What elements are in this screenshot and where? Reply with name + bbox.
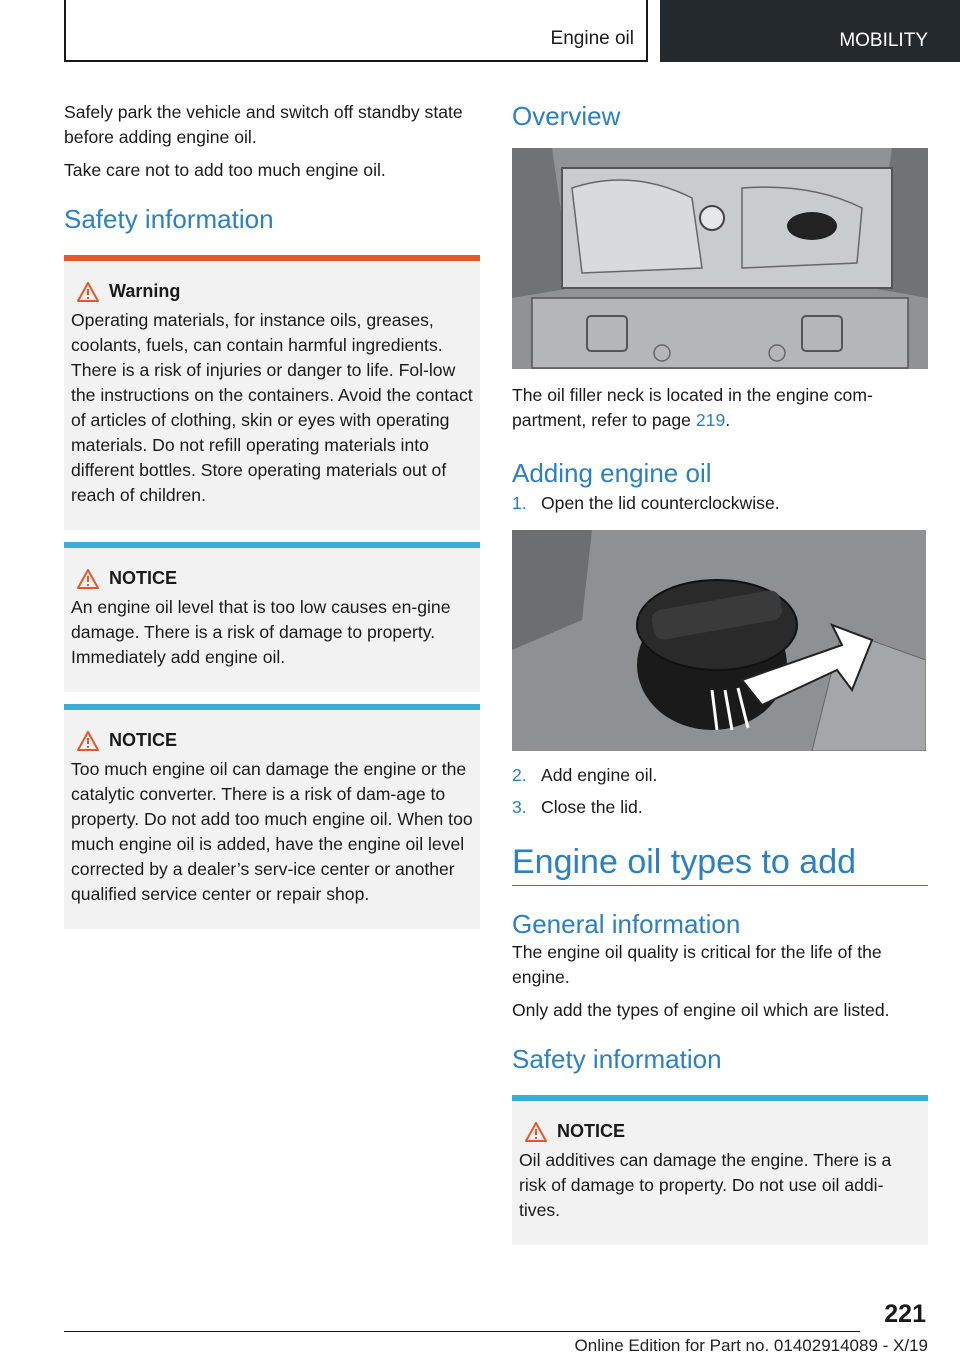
page-reference-link[interactable]: 219 <box>695 410 726 430</box>
general-paragraph-1: The engine oil quality is critical for the life of the engine. <box>512 942 882 987</box>
notice-body-3: Oil additives can damage the engine. There is a risk of damage to property. Do not use oil addi-tives. <box>519 1150 892 1220</box>
notice-title-1: NOTICE <box>109 568 178 588</box>
oil-filler-cap-image <box>512 530 926 751</box>
header-chapter-box <box>64 0 648 62</box>
engine-oil-types-heading: Engine oil types to add <box>512 843 857 881</box>
step-number: 2. <box>512 765 527 785</box>
overview-heading: Overview <box>512 101 621 131</box>
safety-heading-right: Safety information <box>512 1044 722 1074</box>
step-text: Close the lid. <box>541 797 643 817</box>
step-text: Add engine oil. <box>541 765 658 785</box>
footer-edition: Online Edition for Part no. 01402914089 - X/19 <box>574 1336 928 1355</box>
intro-paragraph-1: Safely park the vehicle and switch off standby state before adding engine oil. <box>64 102 463 147</box>
step-1 <box>512 491 928 516</box>
warning-triangle-icon <box>77 282 99 302</box>
warning-title-row <box>77 281 473 302</box>
notice-body-2: Too much engine oil can damage the engine or the catalytic converter. There is a risk of dam-age to property. Do not add too much engine oil. When too much engine oil is added, have the engine oil level corrected by a dealer’s serv-ice center or another qualified service center or repair shop. <box>71 759 473 904</box>
overview-text-end: . <box>725 410 731 430</box>
warning-triangle-icon <box>525 1122 547 1142</box>
overview-paragraph <box>512 383 928 433</box>
warning-triangle-icon <box>77 731 99 751</box>
page-number: 221 <box>884 1300 926 1328</box>
left-column <box>64 100 480 929</box>
heading-rule <box>512 885 928 886</box>
step-number: 1. <box>512 493 527 513</box>
notice-body-1: An engine oil level that is too low causes en-gine damage. There is a risk of damage to property. Immediately add engine oil. <box>71 597 451 667</box>
intro-paragraph-2: Take care not to add too much engine oil. <box>64 160 386 180</box>
notice-box-1 <box>64 542 480 692</box>
engine-compartment-image <box>512 148 928 369</box>
warning-triangle-icon <box>77 569 99 589</box>
notice-title-row-3 <box>525 1121 921 1142</box>
right-column <box>512 100 928 1245</box>
steps-list-1 <box>512 491 928 516</box>
notice-box-2 <box>64 704 480 929</box>
footer-divider <box>64 1331 860 1332</box>
warning-box <box>64 255 480 530</box>
notice-title-3: NOTICE <box>557 1121 626 1141</box>
warning-title: Warning <box>109 281 181 301</box>
notice-title-row-1 <box>77 568 473 589</box>
notice-box-3 <box>512 1095 928 1245</box>
step-3 <box>512 795 928 820</box>
general-paragraph-2: Only add the types of engine oil which are listed. <box>512 1000 890 1020</box>
warning-body: Operating materials, for instance oils, greases, coolants, fuels, can contain harmful ingredients. There is a risk of injuries or danger to life. Fol-low the instructions on the containers. Avoid the contact of articles of clothing, skin or eyes with operating materials. Do not refill operating materials into different bottles. Store operating materials out of reach of children. <box>71 310 473 505</box>
safety-heading-left: Safety information <box>64 204 274 234</box>
notice-title-row-2 <box>77 730 473 751</box>
header-chapter: Engine oil <box>550 28 634 49</box>
header-section: MOBILITY <box>839 30 928 51</box>
notice-title-2: NOTICE <box>109 730 178 750</box>
general-information-heading: General information <box>512 909 741 939</box>
adding-engine-oil-heading: Adding engine oil <box>512 458 712 488</box>
header-section-box <box>660 0 960 62</box>
step-number: 3. <box>512 797 527 817</box>
step-text: Open the lid counterclockwise. <box>541 493 780 513</box>
steps-list-2 <box>512 763 928 820</box>
step-2 <box>512 763 928 788</box>
overview-text: The oil filler neck is located in the engine com-partment, refer to page <box>512 385 873 430</box>
